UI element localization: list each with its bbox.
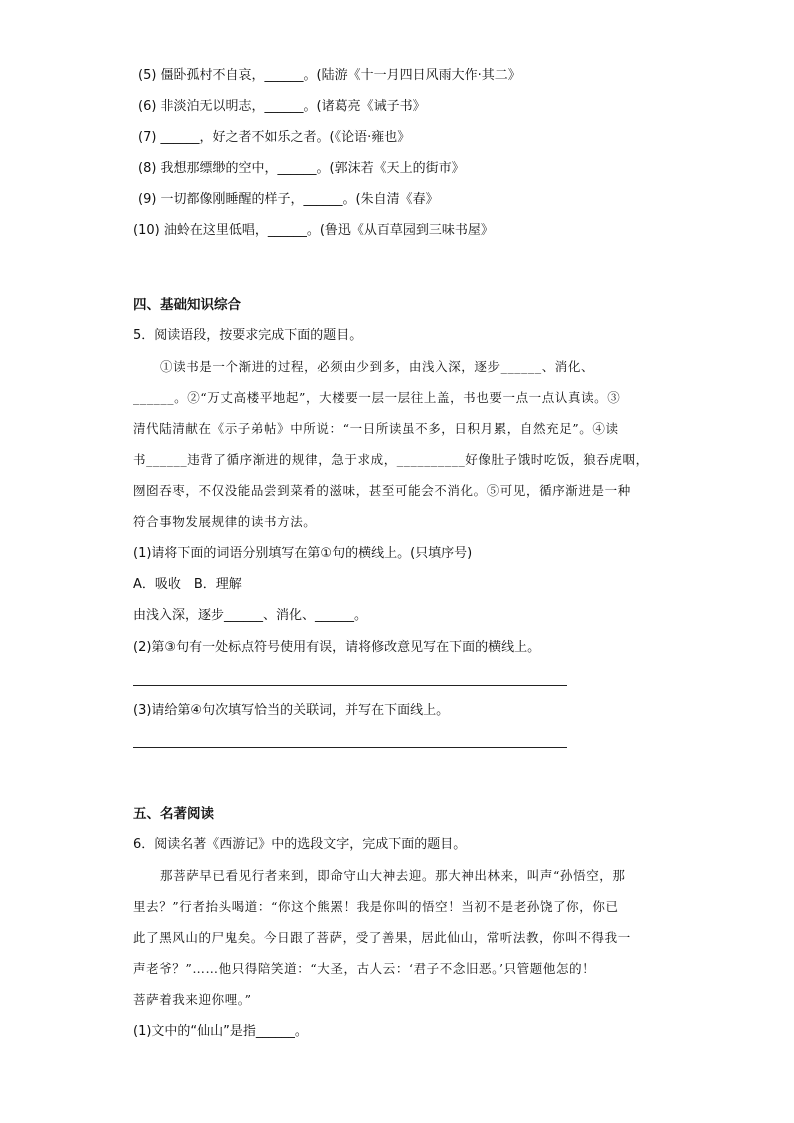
answer-options: A．吸收 B．理解 bbox=[133, 577, 242, 592]
recitation-item-6: (6) 非淡泊无以明志，______。(诸葛亮《诫子书》 bbox=[138, 99, 426, 114]
recitation-item-7: (7) ______，好之者不如乐之者。(《论语·雍也》 bbox=[138, 130, 411, 145]
question-6: 6．阅读名著《西游记》中的选段文字，完成下面的题目。 bbox=[133, 837, 467, 852]
section5-heading: 五、名著阅读 bbox=[133, 806, 214, 822]
passage-line: ______。②“万丈高楼平地起”，大楼要一层一层往上盖，书也要一点一点认真读。③ bbox=[133, 390, 621, 405]
sub-question-3: (3)请给第④句次填写恰当的关联词，并写在下面线上。 bbox=[133, 703, 450, 718]
passage-line: 此了黑风山的尸鬼矣。今日跟了菩萨，受了善果，居此仙山，常听法教，你叫不得我一 bbox=[133, 930, 631, 945]
passage-line: 书______违背了循序渐进的规律，急于求成，__________好像肚子饿时吃饭，狼吞虎咽， bbox=[133, 452, 649, 467]
passage-line: ①读书是一个渐进的过程，必须由少到多，由浅入深，逐步______、消化、 bbox=[160, 359, 595, 374]
recitation-item-8: (8) 我想那缥缈的空中，______。(郭沫若《天上的街市》 bbox=[138, 161, 465, 176]
passage-line: 囫囵吞枣，不仅没能品尝到菜肴的滋味，甚至可能会不消化。⑤可见，循序渐进是一种 bbox=[133, 483, 631, 498]
passage-line: 清代陆清献在《示子弟帖》中所说：“一日所读虽不多，日积月累，自然充足”。④读 bbox=[133, 421, 619, 436]
passage-line: 那菩萨早已看见行者来到，即命守山大神去迎。那大神出林来，叫声“孙悟空，那 bbox=[160, 868, 626, 883]
fill-in-line: 由浅入深，逐步______、消化、______。 bbox=[133, 608, 368, 623]
sub-question-2: (2)第③句有一处标点符号使用有误，请将修改意见写在下面的横线上。 bbox=[133, 640, 541, 655]
answer-line[interactable] bbox=[133, 747, 567, 748]
passage-line: 菩萨着我来迎你哩。” bbox=[133, 992, 252, 1007]
answer-line[interactable] bbox=[133, 685, 567, 686]
sub-question-1: (1)文中的“仙山”是指______。 bbox=[133, 1024, 308, 1039]
recitation-item-5: (5) 僵卧孤村不自哀，______。(陆游《十一月四日风雨大作·其二》 bbox=[138, 68, 521, 83]
sub-question-1: (1)请将下面的词语分别填写在第①句的横线上。(只填序号) bbox=[133, 546, 473, 561]
recitation-item-9: (9) 一切都像刚睡醒的样子，______。(朱自清《春》 bbox=[138, 192, 439, 207]
question-5: 5．阅读语段，按要求完成下面的题目。 bbox=[133, 328, 363, 343]
passage-line: 声老爷？”……他只得陪笑道：“大圣，古人云：‘君子不念旧恶。’只管题他怎的！ bbox=[133, 961, 596, 976]
passage-line: 符合事物发展规律的读书方法。 bbox=[133, 514, 317, 529]
passage-line: 里去？”行者抬头喝道：“你这个熊罴！我是你叫的悟空！当初不是老孙饶了你，你已 bbox=[133, 899, 619, 914]
section4-heading: 四、基础知识综合 bbox=[133, 297, 241, 313]
recitation-item-10: (10) 油蛉在这里低唱，______。(鲁迅《从百草园到三味书屋》 bbox=[133, 223, 494, 238]
